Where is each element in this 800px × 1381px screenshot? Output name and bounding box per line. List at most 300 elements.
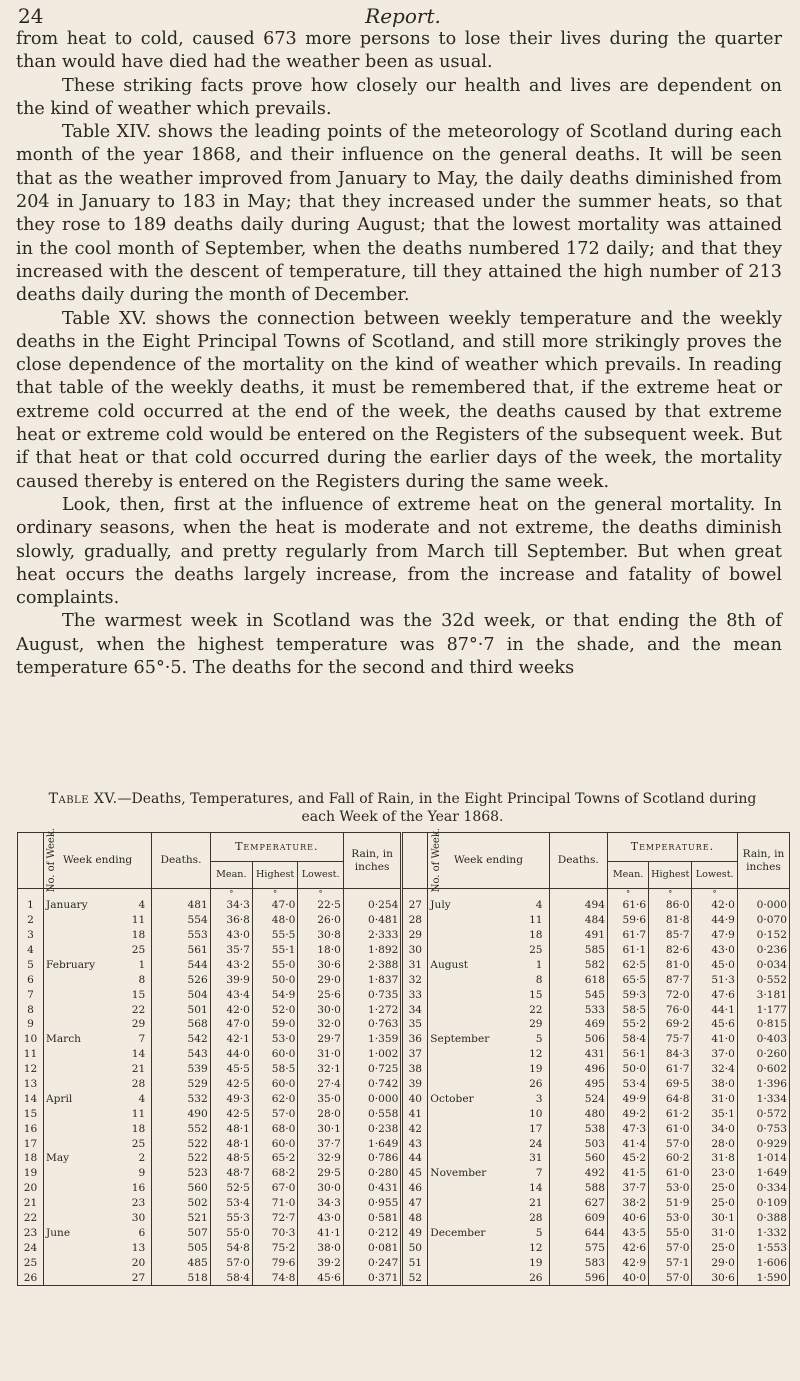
cell-low: 35·0 [298,1092,343,1107]
cell-mon2 [428,1002,506,1017]
cell-wk2: 27 [402,898,428,913]
cell-wk: 13 [18,1077,44,1092]
cell-low: 45·6 [298,1270,343,1285]
cell-mean: 42·5 [210,1077,252,1092]
cell-mean2: 37·7 [608,1181,649,1196]
cell-wk2: 36 [402,1032,428,1047]
cell-mean: 42·0 [210,1002,252,1017]
cell-mon2: September [428,1032,506,1047]
cell-wk: 5 [18,958,44,973]
col-rain-2: Rain, in inches [737,833,789,889]
cell-rain2: 0·236 [737,943,789,958]
table-row [18,1240,790,1255]
cell-mean: 57·0 [210,1255,252,1270]
cell-day: 21 [111,1062,152,1077]
cell-day2: 31 [506,1151,549,1166]
cell-wk2: 47 [402,1196,428,1211]
cell-low2: 47·6 [692,987,737,1002]
cell-high: 68·2 [252,1166,297,1181]
cell-rain2: 0·815 [737,1017,789,1032]
cell-rain2: 3·181 [737,987,789,1002]
degree-mark: ° [210,889,252,899]
cell-wk: 21 [18,1196,44,1211]
cell-mon: March [43,1032,110,1047]
cell-low: 30·0 [298,1181,343,1196]
cell-low: 41·1 [298,1226,343,1241]
cell-deaths2: 583 [549,1255,607,1270]
cell-wk2: 33 [402,987,428,1002]
cell-wk: 3 [18,928,44,943]
cell-mon [43,1240,110,1255]
cell-low2: 43·0 [692,943,737,958]
cell-low: 31·0 [298,1047,343,1062]
cell-high2: 75·7 [649,1032,692,1047]
cell-day: 23 [111,1196,152,1211]
cell-low: 43·0 [298,1211,343,1226]
cell-rain2: 1·014 [737,1151,789,1166]
cell-rain2: 0·753 [737,1121,789,1136]
cell-low2: 47·9 [692,928,737,943]
cell-high: 60·0 [252,1047,297,1062]
cell-wk2: 30 [402,943,428,958]
table-row [18,1017,790,1032]
cell-mean: 52·5 [210,1181,252,1196]
cell-rain2: 0·070 [737,913,789,928]
cell-mon2 [428,943,506,958]
cell-wk2: 44 [402,1151,428,1166]
table-row [18,1181,790,1196]
cell-rain: 2·388 [343,958,401,973]
cell-high: 50·0 [252,972,297,987]
cell-deaths: 560 [152,1181,210,1196]
cell-mon2 [428,928,506,943]
cell-rain2: 1·606 [737,1255,789,1270]
cell-rain: 2·333 [343,928,401,943]
cell-mon2 [428,1017,506,1032]
cell-mean2: 58·5 [608,1002,649,1017]
cell-low2: 51·3 [692,972,737,987]
cell-day2: 25 [506,943,549,958]
cell-deaths2: 496 [549,1062,607,1077]
cell-wk2: 38 [402,1062,428,1077]
cell-rain: 0·280 [343,1166,401,1181]
cell-low: 29·0 [298,972,343,987]
table-row [18,1196,790,1211]
cell-wk: 9 [18,1017,44,1032]
cell-rain: 0·000 [343,1092,401,1107]
cell-day: 7 [111,1032,152,1047]
paragraph: Table XV. shows the connection between weekly temperature and the weekly deaths in the Eight Principal Towns of Scotland, and still more strikingly proves the close dependence of the mortality on the kind of weather which prevails. In reading that table of the weekly deaths, it must be remembered that, if the extreme heat or extreme cold occurred at the end of the week, the deaths caused by that extreme heat or extreme cold would be entered on the Registers of the subsequent week. But if that heat or that cold occurred during the earlier days of the week, the mortality caused thereby is entered on the Registers during the same week. [16,308,782,492]
table-row [18,913,790,928]
cell-low: 34·3 [298,1196,343,1211]
cell-low2: 29·0 [692,1255,737,1270]
cell-low: 30·1 [298,1121,343,1136]
cell-high: 47·0 [252,898,297,913]
col-mean-2: Mean. [608,862,649,889]
cell-wk: 7 [18,987,44,1002]
table-row [18,898,790,913]
cell-high: 60·0 [252,1077,297,1092]
cell-high2: 82·6 [649,943,692,958]
cell-deaths: 554 [152,913,210,928]
cell-mon [43,1047,110,1062]
cell-deaths2: 588 [549,1181,607,1196]
cell-mean: 45·5 [210,1062,252,1077]
cell-low: 27·4 [298,1077,343,1092]
cell-mon [43,987,110,1002]
cell-deaths: 490 [152,1106,210,1121]
cell-deaths2: 494 [549,898,607,913]
cell-wk: 14 [18,1092,44,1107]
cell-mean: 42·5 [210,1106,252,1121]
cell-wk: 4 [18,943,44,958]
col-highest-2: Highest [649,862,692,889]
cell-wk2: 41 [402,1106,428,1121]
cell-mon [43,1017,110,1032]
cell-deaths2: 545 [549,987,607,1002]
cell-mon2: November [428,1166,506,1181]
cell-deaths: 543 [152,1047,210,1062]
cell-deaths: 542 [152,1032,210,1047]
cell-high2: 81·0 [649,958,692,973]
cell-day2: 18 [506,928,549,943]
cell-mean: 34·3 [210,898,252,913]
table-row [18,1032,790,1047]
cell-day: 4 [111,898,152,913]
cell-high2: 81·8 [649,913,692,928]
cell-mon2 [428,1196,506,1211]
cell-low: 26·0 [298,913,343,928]
cell-mon2 [428,1047,506,1062]
cell-day: 2 [111,1151,152,1166]
cell-mon2 [428,1211,506,1226]
cell-high2: 57·1 [649,1255,692,1270]
cell-day2: 7 [506,1166,549,1181]
cell-mon2 [428,1270,506,1285]
paragraph: Look, then, first at the influence of extreme heat on the general mortality. In ordinary seasons, when the heat is moderate and not extreme, the deaths diminish slowly, gradually, and pretty regularly from March till September. But when great heat occurs the deaths largely increase, from the increase and fatality of bowel complaints. [16,494,782,609]
cell-mean: 58·4 [210,1270,252,1285]
col-lowest: Lowest. [298,862,343,889]
cell-mean2: 62·5 [608,958,649,973]
cell-day: 29 [111,1017,152,1032]
cell-deaths: 532 [152,1092,210,1107]
cell-mean2: 41·5 [608,1166,649,1181]
cell-mean: 36·8 [210,913,252,928]
cell-high2: 60·2 [649,1151,692,1166]
cell-mean: 53·4 [210,1196,252,1211]
cell-low: 29·7 [298,1032,343,1047]
col-deaths-2: Deaths. [549,833,607,889]
cell-mean2: 42·9 [608,1255,649,1270]
table-row [18,1151,790,1166]
cell-day2: 19 [506,1255,549,1270]
cell-rain: 0·254 [343,898,401,913]
cell-low: 38·0 [298,1240,343,1255]
cell-low2: 31·0 [692,1092,737,1107]
cell-day2: 22 [506,1002,549,1017]
degree-mark: ° [252,889,297,899]
cell-rain: 0·725 [343,1062,401,1077]
table-row [18,943,790,958]
cell-wk: 25 [18,1255,44,1270]
cell-deaths: 507 [152,1226,210,1241]
col-rain: Rain, in inches [343,833,401,889]
cell-deaths: 501 [152,1002,210,1017]
cell-mean: 54·8 [210,1240,252,1255]
cell-deaths2: 533 [549,1002,607,1017]
cell-mon2 [428,972,506,987]
cell-high2: 53·0 [649,1181,692,1196]
cell-mon [43,1121,110,1136]
table-row [18,1255,790,1270]
cell-wk: 6 [18,972,44,987]
cell-high2: 64·8 [649,1092,692,1107]
cell-mon2 [428,1181,506,1196]
cell-mean2: 40·0 [608,1270,649,1285]
cell-high2: 72·0 [649,987,692,1002]
cell-deaths2: 596 [549,1270,607,1285]
cell-day2: 28 [506,1211,549,1226]
cell-low: 30·8 [298,928,343,943]
cell-high: 67·0 [252,1181,297,1196]
cell-rain: 0·481 [343,913,401,928]
cell-rain: 0·955 [343,1196,401,1211]
cell-deaths: 522 [152,1136,210,1151]
cell-day: 25 [111,943,152,958]
cell-high: 54·9 [252,987,297,1002]
cell-wk2: 28 [402,913,428,928]
cell-high2: 53·0 [649,1211,692,1226]
cell-mean: 55·3 [210,1211,252,1226]
body-text [16,28,782,680]
cell-day: 18 [111,1121,152,1136]
cell-rain: 0·081 [343,1240,401,1255]
cell-day2: 24 [506,1136,549,1151]
cell-wk2: 37 [402,1047,428,1062]
cell-high2: 61·0 [649,1166,692,1181]
cell-day: 15 [111,987,152,1002]
table-row [18,1121,790,1136]
cell-low2: 25·0 [692,1181,737,1196]
cell-mon [43,1270,110,1285]
cell-deaths2: 484 [549,913,607,928]
cell-deaths2: 644 [549,1226,607,1241]
paragraph: Table XIV. shows the leading points of the meteorology of Scotland during each month of the year 1868, and their influence on the general deaths. It will be seen that as the weather improved from January to May, the daily deaths diminished from 204 in January to 183 in May; that they increased under the summer heats, so that they rose to 189 deaths daily during August; that the lowest mortality was attained in the cool month of September, when the deaths numbered 172 daily; and that they increased with the descent of temperature, till they attained the high number of 213 deaths daily during the month of December. [16,122,782,306]
cell-day2: 15 [506,987,549,1002]
cell-high2: 69·5 [649,1077,692,1092]
cell-low: 32·0 [298,1017,343,1032]
cell-mon [43,943,110,958]
cell-day2: 4 [506,898,549,913]
cell-mon: April [43,1092,110,1107]
cell-day: 25 [111,1136,152,1151]
cell-deaths: 481 [152,898,210,913]
cell-deaths: 502 [152,1196,210,1211]
table-label: Table XV. [48,791,118,807]
cell-high: 62·0 [252,1092,297,1107]
cell-deaths2: 480 [549,1106,607,1121]
cell-day: 13 [111,1240,152,1255]
cell-high2: 55·0 [649,1226,692,1241]
cell-high2: 85·7 [649,928,692,943]
cell-high2: 61·0 [649,1121,692,1136]
cell-wk2: 50 [402,1240,428,1255]
cell-mon2: December [428,1226,506,1241]
cell-mean: 49·3 [210,1092,252,1107]
cell-mean: 55·0 [210,1226,252,1241]
cell-mon2 [428,987,506,1002]
cell-mon2: July [428,898,506,913]
page-number: 24 [18,4,44,28]
cell-rain2: 1·396 [737,1077,789,1092]
cell-low: 30·6 [298,958,343,973]
cell-rain2: 0·152 [737,928,789,943]
cell-deaths2: 618 [549,972,607,987]
cell-low: 18·0 [298,943,343,958]
cell-mean2: 45·2 [608,1151,649,1166]
cell-low: 25·6 [298,987,343,1002]
cell-high2: 57·0 [649,1240,692,1255]
cell-low2: 44·9 [692,913,737,928]
cell-mon [43,1077,110,1092]
cell-day: 20 [111,1255,152,1270]
cell-wk2: 34 [402,1002,428,1017]
cell-day2: 5 [506,1226,549,1241]
cell-rain: 0·238 [343,1121,401,1136]
cell-rain: 0·558 [343,1106,401,1121]
cell-mon [43,972,110,987]
cell-deaths2: 431 [549,1047,607,1062]
cell-day: 8 [111,972,152,987]
cell-low: 22·5 [298,898,343,913]
cell-high2: 57·0 [649,1270,692,1285]
cell-wk: 20 [18,1181,44,1196]
cell-high2: 84·3 [649,1047,692,1062]
cell-mean2: 40·6 [608,1211,649,1226]
cell-low2: 25·0 [692,1240,737,1255]
cell-wk2: 35 [402,1017,428,1032]
cell-deaths: 539 [152,1062,210,1077]
cell-day2: 10 [506,1106,549,1121]
table-caption-text: —Deaths, Temperatures, and Fall of Rain, in the Eight Principal Towns of Scotland during each Week of the Year 1868. [117,791,757,825]
cell-day: 11 [111,913,152,928]
cell-high: 75·2 [252,1240,297,1255]
cell-wk: 18 [18,1151,44,1166]
cell-mean: 43·0 [210,928,252,943]
cell-deaths2: 582 [549,958,607,973]
cell-low2: 34·0 [692,1121,737,1136]
cell-mean2: 47·3 [608,1121,649,1136]
table-row [18,1077,790,1092]
cell-wk: 26 [18,1270,44,1285]
cell-deaths2: 495 [549,1077,607,1092]
col-lowest-2: Lowest. [692,862,737,889]
cell-low2: 45·6 [692,1017,737,1032]
cell-low: 28·0 [298,1106,343,1121]
cell-low2: 45·0 [692,958,737,973]
cell-wk2: 45 [402,1166,428,1181]
cell-mean2: 49·2 [608,1106,649,1121]
cell-day2: 29 [506,1017,549,1032]
cell-rain: 0·581 [343,1211,401,1226]
cell-rain2: 1·553 [737,1240,789,1255]
cell-deaths: 485 [152,1255,210,1270]
cell-rain: 0·786 [343,1151,401,1166]
cell-high2: 51·9 [649,1196,692,1211]
cell-high: 70·3 [252,1226,297,1241]
cell-day2: 14 [506,1181,549,1196]
cell-deaths2: 491 [549,928,607,943]
cell-rain2: 0·403 [737,1032,789,1047]
page-header [18,4,788,28]
cell-deaths2: 538 [549,1121,607,1136]
cell-wk: 10 [18,1032,44,1047]
table-row [18,987,790,1002]
cell-high2: 87·7 [649,972,692,987]
cell-mean2: 61·1 [608,943,649,958]
cell-low2: 37·0 [692,1047,737,1062]
cell-rain: 0·212 [343,1226,401,1241]
cell-low: 30·0 [298,1002,343,1017]
cell-mean2: 61·7 [608,928,649,943]
cell-day: 30 [111,1211,152,1226]
cell-mon: January [43,898,110,913]
col-week-number: No. of Week. [18,833,44,889]
cell-wk2: 43 [402,1136,428,1151]
cell-high2: 69·2 [649,1017,692,1032]
cell-mean2: 59·6 [608,913,649,928]
cell-wk: 24 [18,1240,44,1255]
cell-deaths2: 469 [549,1017,607,1032]
col-week-ending: Week ending [43,833,151,889]
table-row [18,1270,790,1285]
cell-mean: 44·0 [210,1047,252,1062]
cell-mon2 [428,1136,506,1151]
cell-high: 65·2 [252,1151,297,1166]
cell-mean2: 42·6 [608,1240,649,1255]
col-temperature: Temperature. [210,833,343,862]
cell-low2: 44·1 [692,1002,737,1017]
cell-mean: 43·4 [210,987,252,1002]
cell-high: 48·0 [252,913,297,928]
cell-day: 9 [111,1166,152,1181]
cell-mean2: 53·4 [608,1077,649,1092]
deaths-temperature-table [17,828,790,1286]
cell-mean: 48·1 [210,1136,252,1151]
cell-day: 16 [111,1181,152,1196]
cell-deaths: 505 [152,1240,210,1255]
cell-low2: 28·0 [692,1136,737,1151]
cell-high: 52·0 [252,1002,297,1017]
cell-rain: 1·892 [343,943,401,958]
cell-day2: 17 [506,1121,549,1136]
cell-rain: 0·431 [343,1181,401,1196]
cell-mean2: 49·9 [608,1092,649,1107]
cell-low2: 32·4 [692,1062,737,1077]
cell-high2: 57·0 [649,1136,692,1151]
cell-rain: 1·649 [343,1136,401,1151]
cell-day2: 19 [506,1062,549,1077]
cell-deaths: 521 [152,1211,210,1226]
table-row [18,1002,790,1017]
cell-day2: 12 [506,1047,549,1062]
cell-high: 55·0 [252,958,297,973]
cell-mean2: 61·6 [608,898,649,913]
cell-deaths: 522 [152,1151,210,1166]
table-row [18,1047,790,1062]
cell-wk: 17 [18,1136,44,1151]
cell-wk2: 31 [402,958,428,973]
